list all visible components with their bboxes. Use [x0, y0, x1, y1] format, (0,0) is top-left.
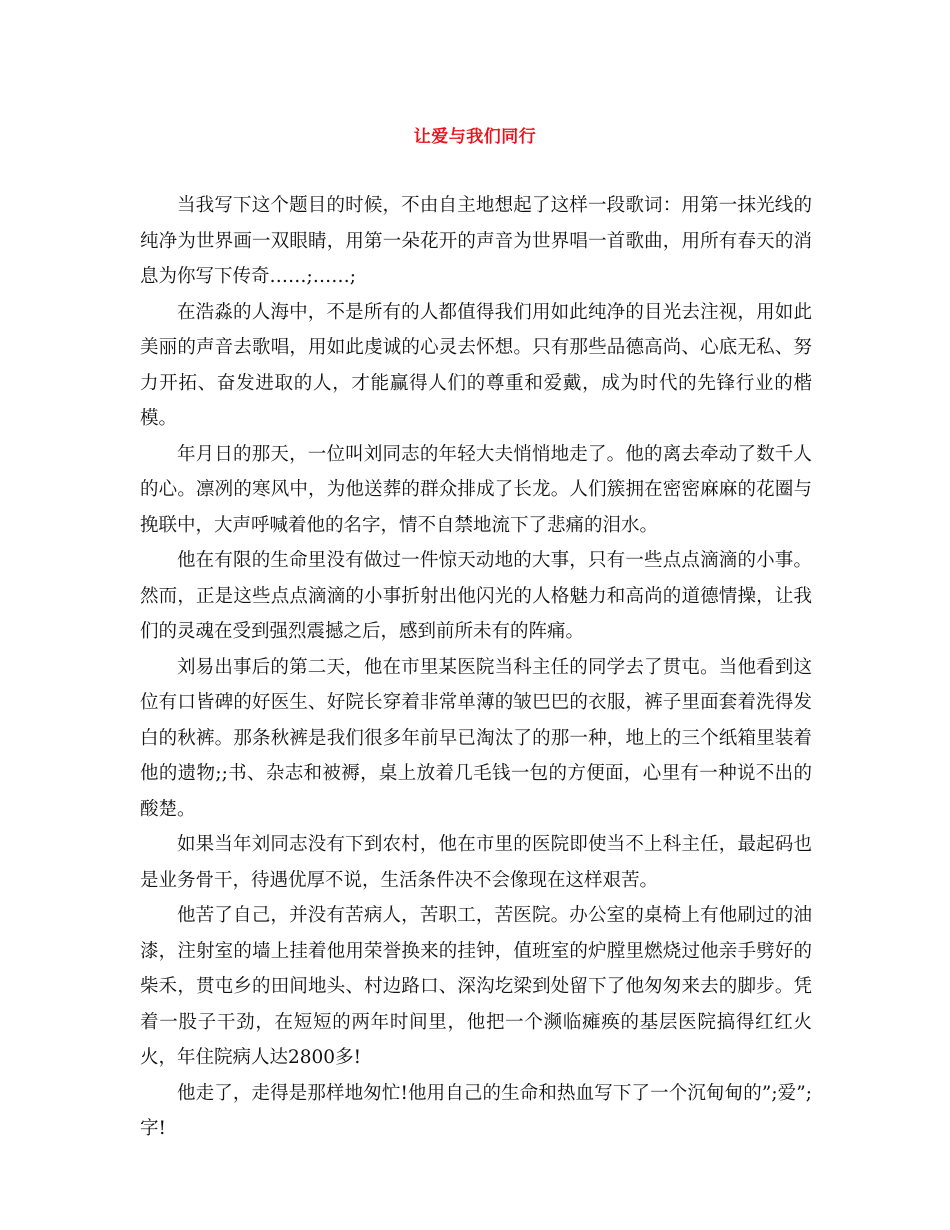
paragraph-4: 他在有限的生命里没有做过一件惊天动地的大事，只有一些点点滴滴的小事。然而，正是这些点点滴滴的小事折射出他闪光的人格魅力和高尚的道德情操，让我们的灵魂在受到强烈震撼之后，感到前所未有的阵痛。	[140, 550, 812, 642]
paragraph-1: 当我写下这个题目的时候，不由自主地想起了这样一段歌词：用第一抹光线的纯净为世界画一双眼睛，用第一朵花开的声音为世界唱一首歌曲，用所有春天的消息为你写下传奇……;……;	[140, 195, 812, 287]
paragraph-7: 他苦了自己，并没有苦病人，苦职工，苦医院。办公室的桌椅上有他刷过的油漆，注射室的墙上挂着他用荣誉换来的挂钟，值班室的炉膛里燃烧过他亲手劈好的柴禾，贯屯乡的田间地头、村边路口、深沟圪梁到处留下了他匆匆来去的脚步。凭着一股子干劲，在短短的两年时间里，他把一个濒临瘫痪的基层医院搞得红红火火，年住院病人达2800多!	[140, 905, 812, 1068]
document-body	[140, 188, 812, 1147]
paragraph-6: 如果当年刘同志没有下到农村，他在市里的医院即使当不上科主任，最起码也是业务骨干，待遇优厚不说，生活条件决不会像现在这样艰苦。	[140, 834, 812, 891]
paragraph-5: 刘易出事后的第二天，他在市里某医院当科主任的同学去了贯屯。当他看到这位有口皆碑的好医生、好院长穿着非常单薄的皱巴巴的衣服，裤子里面套着洗得发白的秋裤。那条秋裤是我们很多年前早已淘汰了的那一种，地上的三个纸箱里装着他的遗物;;书、杂志和被褥，桌上放着几毛钱一包的方便面，心里有一种说不出的酸楚。	[140, 656, 812, 820]
paragraph-8: 他走了，走得是那样地匆忙!他用自己的生命和热血写下了一个沉甸甸的”;爱”;字!	[140, 1082, 812, 1139]
paragraph-2: 在浩淼的人海中，不是所有的人都值得我们用如此纯净的目光去注视，用如此美丽的声音去歌唱，用如此虔诚的心灵去怀想。只有那些品德高尚、心底无私、努力开拓、奋发进取的人，才能赢得人们的尊重和爱戴，成为时代的先锋行业的楷模。	[140, 301, 812, 429]
paragraph-3: 年月日的那天，一位叫刘同志的年轻大夫悄悄地走了。他的离去牵动了数千人的心。凛冽的寒风中，为他送葬的群众排成了长龙。人们簇拥在密密麻麻的花圈与挽联中，大声呼喊着他的名字，情不自禁地流下了悲痛的泪水。	[140, 443, 812, 536]
document-title: 让爱与我们同行	[413, 127, 537, 147]
